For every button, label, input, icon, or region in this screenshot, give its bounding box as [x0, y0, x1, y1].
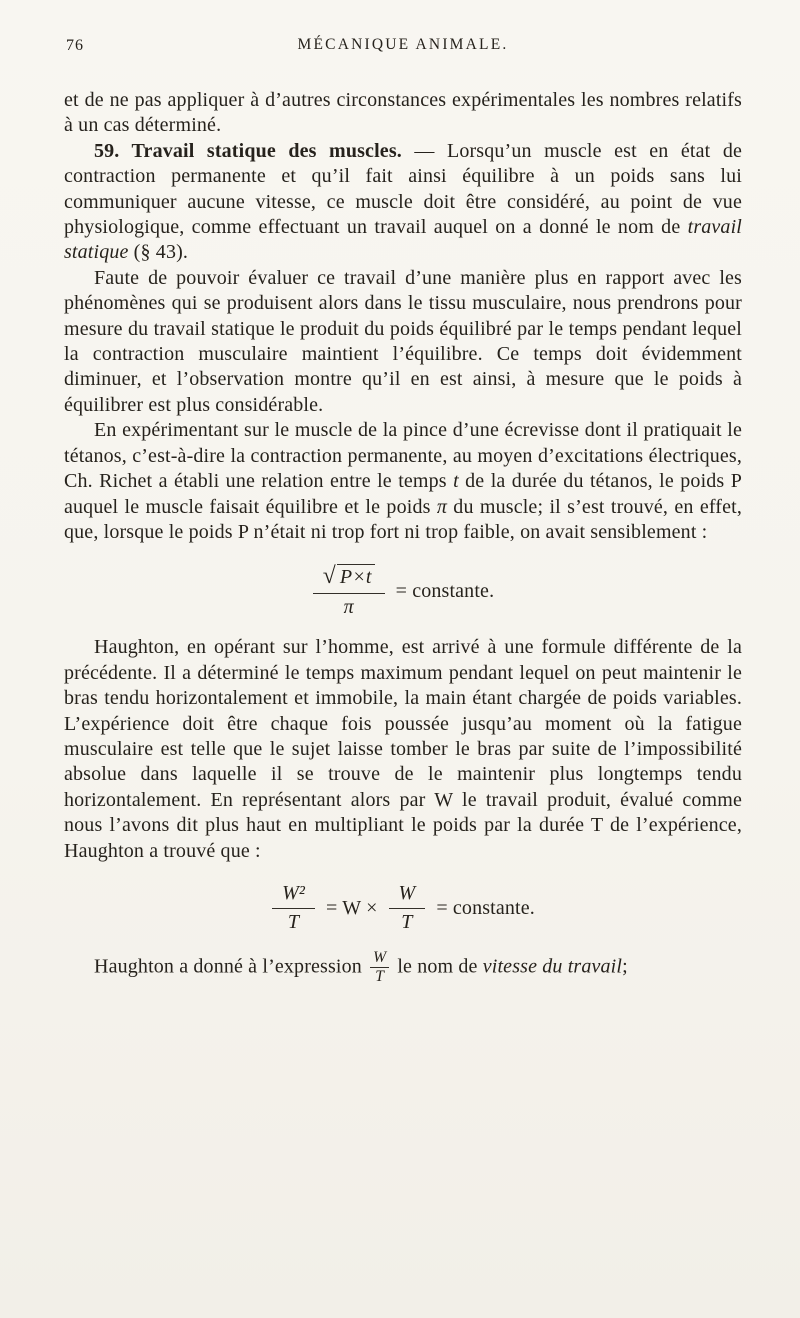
page-body — [64, 88, 742, 986]
variable-pi: π — [436, 495, 447, 518]
formula-equals: = constante. — [436, 896, 535, 919]
paragraph-mesure-travail: Faute de pouvoir évaluer ce travail d’une manière plus en rapport avec les phénomènes qui se produisent alors dans le tissu musculaire, nous prendrons pour mesure du travail statique le produit du poids équilibré par le temps pendant lequel la contraction musculaire maintient l’équilibre. Ce temps doit évidemment diminuer, et l’observation montre qu’il en est ainsi, à mesure que le poids à équilibrer est plus considérable. — [64, 266, 742, 416]
formula-equals: = W × — [326, 896, 378, 919]
text-run: ; — [622, 955, 628, 978]
text-run: En expérimentant sur le muscle de la pince d’une écrevisse dont il pratiquait le tétanos, c’est-à-dire la contraction permanente, au moyen d’excitations électriques, Ch. Richet a établi une relation entre le temps — [64, 419, 742, 493]
inline-fraction — [370, 950, 389, 986]
text-run: (§ 43). — [128, 241, 189, 264]
page-number: 76 — [66, 37, 84, 54]
fraction — [272, 882, 315, 934]
fraction-denominator: T — [375, 968, 385, 986]
text-run: Lorsqu’un muscle est en état de contraction permanente et qu’il fait ainsi équilibre à un poids sans lui communiquer aucune vitesse, ce muscle doit être considéré, au point de vue physiologique, comme effectuant un travail auquel on a donné le nom de — [64, 139, 742, 239]
text-run: de la durée du tétanos, le poids P auquel le muscle faisait équilibre et le poids — [64, 470, 742, 518]
radical-sign: √ — [322, 563, 336, 590]
text-run: du muscle; il s’est trouvé, en effet, que, lorsque le poids P n’était ni trop fort ni trop faible, on avait sensiblement : — [64, 495, 742, 543]
fraction-denominator: T — [401, 911, 413, 934]
paragraph-section-59 — [64, 139, 742, 266]
fraction-denominator: T — [287, 911, 300, 934]
text-run: Haughton a donné à l’expression — [94, 955, 368, 978]
text-run: le nom de — [392, 955, 483, 978]
fraction-numerator: W — [389, 882, 426, 909]
fraction-numerator — [313, 563, 385, 594]
fraction — [389, 882, 426, 934]
running-title: MÉCANIQUE ANIMALE. — [297, 36, 509, 53]
fraction-numerator: W — [370, 950, 389, 968]
term-vitesse-du-travail: vitesse du travail — [482, 955, 623, 978]
paragraph-richet-experience — [64, 418, 742, 545]
formula-equals: = constante. — [395, 579, 495, 602]
formula-richet — [64, 563, 742, 619]
paragraph-vitesse-du-travail — [64, 950, 742, 986]
formula-haughton — [64, 882, 742, 934]
fraction — [313, 563, 385, 619]
page-header — [64, 36, 742, 60]
dash-separator: — — [401, 139, 447, 162]
term-travail-statique: travail statique — [64, 216, 742, 264]
paragraph-continuation: et de ne pas appliquer à d’autres circonstances expérimentales les nombres relatifs à un cas déterminé. — [64, 89, 742, 137]
fraction-numerator: W² — [272, 882, 315, 909]
paragraph-haughton-experience: Haughton, en opérant sur l’homme, est arrivé à une formule différente de la précédente. Il a déterminé le temps maximum pendant lequel on peut maintenir le bras tendu horizontalement et immobile, la main étant chargée de poids variables. L’expérience doit être chaque fois poussée jusqu’au moment où la fatigue musculaire est telle que le sujet laisse tomber le bras par suite de l’impossibilité absolue dans laquelle il se trouve de le maintenir plus longtemps tendu horizontalement. En représentant alors par W le travail produit, évalué comme nous l’avons dit plus haut en multipliant le poids par la durée T de l’expérience, Haughton a trouvé que : — [64, 636, 742, 862]
fraction-denominator: π — [343, 596, 354, 619]
radicand: P×t — [337, 564, 375, 588]
variable-t: t — [453, 470, 459, 493]
section-heading: 59. Travail statique des muscles. — [94, 139, 402, 162]
